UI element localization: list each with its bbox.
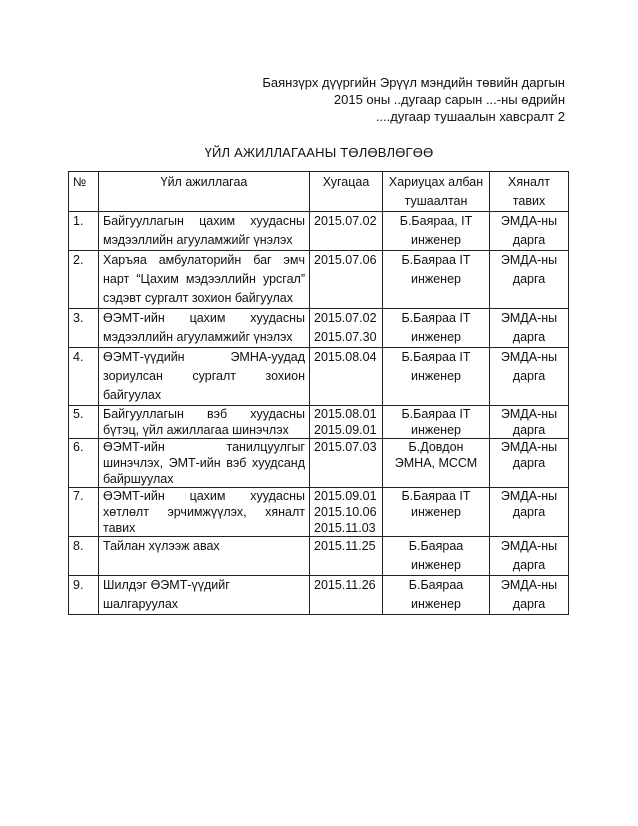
row-number: 7. (69, 488, 99, 537)
control-line: ЭМДА-ны (500, 578, 558, 592)
activity-line: ӨЭМТ-ийн цахим хуудасны (103, 489, 305, 503)
responsible-cell (383, 309, 490, 348)
activity-cell (99, 406, 310, 439)
responsible-cell (383, 439, 490, 488)
header-responsible-line-1: Хариуцах албан (388, 175, 484, 189)
responsible-cell (383, 348, 490, 406)
activity-cell (99, 439, 310, 488)
row-number: 8. (69, 537, 99, 576)
responsible-line: инженер (410, 330, 461, 344)
control-cell (490, 212, 569, 251)
deadline-date: 2015.07.02 (314, 311, 377, 325)
control-line: ЭМДА-ны (500, 407, 558, 421)
responsible-line: Б.Баяраа IT (401, 407, 471, 421)
deadline-cell (310, 576, 383, 615)
deadline-cell (310, 406, 383, 439)
row-number: 5. (69, 406, 99, 439)
deadline-date: 2015.10.06 (314, 505, 377, 519)
responsible-line: Б.Баяраа IT (401, 253, 471, 267)
deadline-date: 2015.08.01 (314, 407, 377, 421)
deadline-cell (310, 212, 383, 251)
table-row (69, 439, 569, 488)
responsible-line: Б.Баяраа (408, 578, 464, 592)
control-cell (490, 488, 569, 537)
deadline-date: 2015.11.03 (314, 521, 376, 535)
responsible-cell (383, 537, 490, 576)
table-body (69, 212, 569, 615)
header-number: № (69, 172, 99, 212)
deadline-cell (310, 488, 383, 537)
activity-line: ӨЭМТ-ийн танилцуулгыг (103, 440, 305, 454)
control-line: дарга (512, 369, 546, 383)
control-line: дарга (512, 505, 546, 519)
deadline-date: 2015.09.01 (314, 423, 377, 437)
control-cell (490, 439, 569, 488)
responsible-cell (383, 251, 490, 309)
row-number: 4. (69, 348, 99, 406)
deadline-date: 2015.09.01 (314, 489, 377, 503)
activity-line: Байгууллагын вэб хуудасны (103, 407, 305, 421)
table-row (69, 212, 569, 251)
responsible-line: Б.Баяраа, IT (399, 214, 473, 228)
header-responsible-line-2: тушаалтан (404, 194, 468, 208)
row-number: 2. (69, 251, 99, 309)
table-row (69, 406, 569, 439)
activity-line: Харъяа амбулаторийн баг эмч (103, 253, 305, 267)
header-responsible (383, 172, 490, 212)
responsible-line: Б.Баяраа IT (401, 350, 471, 364)
activity-cell (99, 348, 310, 406)
activity-line: байгуулах (103, 388, 162, 402)
responsible-line: инженер (410, 558, 461, 572)
deadline-cell (310, 251, 383, 309)
control-line: дарга (512, 456, 546, 470)
header-deadline: Хугацаа (310, 172, 383, 212)
row-number: 9. (69, 576, 99, 615)
responsible-line: Б.Баяраа IT (401, 489, 471, 503)
responsible-line: Б.Довдон (408, 440, 464, 454)
activity-line: бүтэц, үйл ажиллагаа шинэчлэх (103, 423, 289, 437)
deadline-date: 2015.07.06 (314, 253, 377, 267)
activity-line: Байгууллагын цахим хуудасны (103, 214, 305, 228)
control-line: дарга (512, 423, 546, 437)
deadline-cell (310, 439, 383, 488)
deadline-cell (310, 348, 383, 406)
activity-line: зориулсан сургалт зохион (103, 369, 305, 383)
activity-cell (99, 212, 310, 251)
activity-line: мэдээллийн агууламжийг үнэлэх (103, 330, 293, 344)
deadline-date: 2015.11.26 (314, 578, 376, 592)
deadline-date: 2015.11.25 (314, 539, 376, 553)
activity-line: байршуулах (103, 472, 174, 486)
activity-line: сэдэвт сургалт зохион байгуулах (103, 291, 293, 305)
activity-line: мэдээллийн агууламжийг үнэлэх (103, 233, 293, 247)
deadline-cell (310, 537, 383, 576)
responsible-cell (383, 488, 490, 537)
control-cell (490, 406, 569, 439)
control-line: дарга (512, 558, 546, 572)
activity-line: нарт “Цахим мэдээллийн урсгал” (103, 272, 305, 286)
activity-line: тавих (103, 521, 136, 535)
control-line: ЭМДА-ны (500, 350, 558, 364)
activity-cell (99, 488, 310, 537)
responsible-line: инженер (410, 505, 461, 519)
control-cell (490, 251, 569, 309)
responsible-line: Б.Баяраа IT (401, 311, 471, 325)
responsible-line: инженер (410, 272, 461, 286)
control-cell (490, 576, 569, 615)
responsible-line: инженер (410, 233, 461, 247)
activity-line: ӨЭМТ-ийн цахим хуудасны (103, 311, 305, 325)
deadline-date: 2015.08.04 (314, 350, 377, 364)
control-line: дарга (512, 233, 546, 247)
activity-line: шинэчлэх, ЭМТ-ийн вэб хуудсанд (103, 456, 305, 470)
responsible-cell (383, 406, 490, 439)
activity-plan-table (68, 171, 569, 615)
approval-line-3: ....дугаар тушаалын хавсралт 2 (375, 109, 565, 124)
table-row (69, 537, 569, 576)
deadline-date: 2015.07.02 (314, 214, 377, 228)
row-number: 6. (69, 439, 99, 488)
activity-cell (99, 537, 310, 576)
activity-line: Шилдэг ӨЭМТ-үүдийг (103, 578, 230, 592)
row-number: 1. (69, 212, 99, 251)
approval-line-2: 2015 оны ..дугаар сарын ...-ны өдрийн (333, 92, 565, 107)
deadline-date: 2015.07.30 (314, 330, 377, 344)
control-cell (490, 537, 569, 576)
activity-cell (99, 576, 310, 615)
control-line: дарга (512, 597, 546, 611)
control-line: ЭМДА-ны (500, 214, 558, 228)
responsible-line: инженер (410, 597, 461, 611)
control-cell (490, 348, 569, 406)
approval-block (205, 74, 565, 125)
activity-line: хөтлөлт эрчимжүүлэх, хяналт (103, 505, 305, 519)
responsible-line: Б.Баяраа (408, 539, 464, 553)
table-header-row (69, 172, 569, 212)
document-title: ҮЙЛ АЖИЛЛАГААНЫ ТӨЛӨВЛӨГӨӨ (204, 145, 434, 160)
header-activity: Үйл ажиллагаа (99, 172, 310, 212)
table-row (69, 488, 569, 537)
deadline-date: 2015.07.03 (314, 440, 377, 454)
control-line: ЭМДА-ны (500, 311, 558, 325)
header-control-line-2: тавих (512, 194, 546, 208)
table-row (69, 576, 569, 615)
activity-line: Тайлан хүлээж авах (103, 539, 220, 553)
activity-line: шалгаруулах (103, 597, 179, 611)
table-row (69, 309, 569, 348)
control-line: дарга (512, 330, 546, 344)
approval-line-1: Баянзүрх дүүргийн Эрүүл мэндийн төвийн даргын (262, 75, 565, 90)
control-line: ЭМДА-ны (500, 253, 558, 267)
control-cell (490, 309, 569, 348)
activity-cell (99, 309, 310, 348)
control-line: дарга (512, 272, 546, 286)
control-line: ЭМДА-ны (500, 440, 558, 454)
header-control (490, 172, 569, 212)
responsible-line: ЭМНА, МССМ (394, 456, 478, 470)
responsible-line: инженер (410, 423, 461, 437)
activity-cell (99, 251, 310, 309)
activity-line: ӨЭМТ-үүдийн ЭМНА-уудад (103, 350, 305, 364)
table-row (69, 348, 569, 406)
control-line: ЭМДА-ны (500, 539, 558, 553)
control-line: ЭМДА-ны (500, 489, 558, 503)
row-number: 3. (69, 309, 99, 348)
responsible-cell (383, 212, 490, 251)
header-control-line-1: Хяналт (508, 175, 550, 189)
deadline-cell (310, 309, 383, 348)
table-row (69, 251, 569, 309)
responsible-cell (383, 576, 490, 615)
responsible-line: инженер (410, 369, 461, 383)
